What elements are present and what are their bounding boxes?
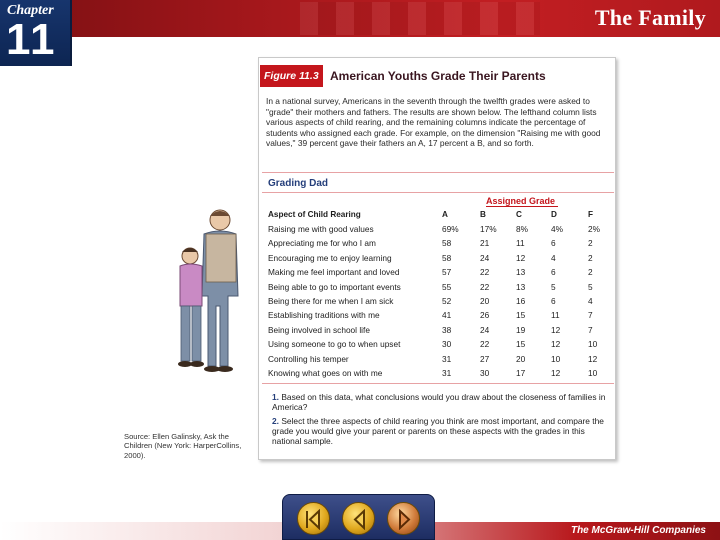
grade-cell: 2 — [588, 252, 593, 263]
divider — [262, 192, 614, 193]
grade-cell: 4 — [588, 296, 593, 306]
table-row — [268, 339, 608, 353]
grade-cell: 12 — [588, 353, 598, 364]
header-bar — [0, 0, 720, 37]
grade-cell: 24 — [480, 324, 490, 335]
aspect-cell: Knowing what goes on with me — [268, 368, 383, 378]
grade-cell: 2 — [588, 238, 593, 249]
grade-cell: 10 — [588, 339, 598, 350]
grade-cell: 20 — [480, 296, 490, 306]
grade-cell: 2% — [588, 224, 600, 234]
aspect-cell: Encouraging me to enjoy learning — [268, 252, 392, 263]
grade-cell: 22 — [480, 339, 490, 350]
grade-cell: 31 — [442, 368, 452, 378]
divider — [262, 383, 614, 384]
column-header-b: B — [480, 210, 486, 219]
grade-cell: 7 — [588, 310, 593, 321]
chapter-badge — [0, 0, 72, 66]
aspect-cell: Appreciating me for who I am — [268, 238, 376, 249]
grade-cell: 26 — [480, 310, 490, 321]
grade-cell: 17 — [516, 368, 526, 378]
next-icon — [394, 509, 415, 530]
question-number: 2. — [272, 416, 279, 426]
grade-cell: 6 — [551, 296, 556, 306]
grade-cell: 22 — [480, 281, 490, 292]
question-item — [272, 392, 612, 412]
grade-cell: 8% — [516, 224, 528, 234]
grade-cell: 19 — [516, 324, 526, 335]
question-number: 1. — [272, 392, 279, 402]
column-header-f: F — [588, 210, 594, 219]
grade-cell: 27 — [480, 353, 490, 364]
grade-cell: 55 — [442, 281, 452, 292]
grade-cell: 6 — [551, 238, 556, 249]
footer-logo: The McGraw-Hill Companies — [570, 525, 706, 536]
chapter-number: 11 — [6, 15, 57, 64]
grade-cell: 15 — [516, 339, 526, 350]
assigned-grade-label: Assigned Grade — [486, 196, 558, 207]
grade-cell: 52 — [442, 296, 452, 306]
header-decoration — [300, 2, 540, 35]
grade-cell: 12 — [551, 368, 561, 378]
previous-button[interactable] — [342, 502, 375, 535]
next-button[interactable] — [387, 502, 420, 535]
previous-icon — [349, 509, 370, 530]
table-row — [268, 325, 608, 339]
grade-cell: 58 — [442, 252, 452, 263]
grade-cell: 12 — [551, 324, 561, 335]
column-header-aspect: Aspect of Child Rearing — [268, 210, 361, 219]
navigation-panel — [282, 494, 435, 540]
aspect-cell: Making me feel important and loved — [268, 267, 400, 278]
grade-cell: 2 — [588, 267, 593, 278]
grade-cell: 10 — [588, 368, 598, 378]
grade-cell: 69% — [442, 224, 459, 234]
aspect-cell: Controlling his temper — [268, 353, 349, 364]
table-row — [268, 267, 608, 281]
grade-cell: 13 — [516, 267, 526, 278]
aspect-cell: Establishing traditions with me — [268, 310, 380, 321]
home-icon — [304, 509, 325, 530]
question-item — [272, 416, 612, 446]
grade-cell: 24 — [480, 252, 490, 263]
chapter-word: Chapter — [7, 3, 54, 18]
question-text: Select the three aspects of child rearing you think are most important, and compare the grade you would give your parent or parents on these aspects with the grades in this national sample. — [272, 416, 604, 446]
question-list — [262, 388, 614, 458]
grade-cell: 13 — [516, 281, 526, 292]
grade-cell: 5 — [588, 281, 593, 292]
grade-cell: 38 — [442, 324, 452, 335]
grade-cell: 58 — [442, 238, 452, 249]
figure-intro: In a national survey, Americans in the seventh through the twelfth grades were asked to "grade" their mothers and fathers. The results are shown below. The lefthand column lists various aspects of child rearing, and the remaining columns indicate the percentage of students who assigned each grade. For example, on the dimension "Raising me with good values," 39 percent gave their fathers an A, 17 percent a B, and so forth. — [266, 96, 601, 149]
grade-cell: 15 — [516, 310, 526, 321]
table-row — [268, 238, 608, 252]
grade-cell: 7 — [588, 324, 593, 335]
table-row — [268, 310, 608, 324]
grade-cell: 21 — [480, 238, 490, 249]
grade-cell: 30 — [442, 339, 452, 350]
table-row — [268, 224, 608, 238]
table-row — [268, 282, 608, 296]
father-child-illustration — [168, 206, 246, 376]
aspect-cell: Using someone to go to when upset — [268, 339, 401, 350]
grade-cell: 4% — [551, 224, 563, 234]
grade-cell: 12 — [551, 339, 561, 350]
aspect-cell: Being there for me when I am sick — [268, 296, 394, 306]
column-header-a: A — [442, 210, 448, 219]
column-header-c: C — [516, 210, 522, 219]
grade-cell: 5 — [551, 281, 556, 292]
source-citation: Source: Ellen Galinsky, Ask the Children (New York: HarperCollins, 2000). — [124, 432, 242, 460]
table-row — [268, 368, 608, 382]
home-button[interactable] — [297, 502, 330, 535]
grade-cell: 10 — [551, 353, 561, 364]
grade-cell: 22 — [480, 267, 490, 278]
column-header-d: D — [551, 210, 557, 219]
aspect-cell: Being able to go to important events — [268, 281, 401, 292]
divider — [262, 172, 614, 173]
figure-title: American Youths Grade Their Parents — [330, 69, 546, 83]
grade-cell: 20 — [516, 353, 526, 364]
grade-cell: 17% — [480, 224, 497, 234]
grade-cell: 6 — [551, 267, 556, 278]
grade-cell: 11 — [551, 310, 560, 321]
header-title: The Family — [594, 5, 706, 30]
section-title: Grading Dad — [268, 178, 329, 189]
grade-cell: 30 — [480, 368, 490, 378]
grade-cell: 16 — [516, 296, 526, 306]
grade-cell: 41 — [442, 310, 452, 321]
figure-label: Figure 11.3 — [260, 65, 323, 87]
grade-cell: 12 — [516, 252, 526, 263]
grade-cell: 31 — [442, 353, 452, 364]
grade-cell: 4 — [551, 252, 556, 263]
aspect-cell: Being involved in school life — [268, 324, 370, 335]
table-row — [268, 296, 608, 310]
table-row — [268, 354, 608, 368]
table-row — [268, 253, 608, 267]
grade-cell: 57 — [442, 267, 452, 278]
grade-cell: 11 — [516, 238, 525, 249]
aspect-cell: Raising me with good values — [268, 224, 374, 234]
question-text: Based on this data, what conclusions would you draw about the closeness of families in America? — [272, 392, 606, 412]
